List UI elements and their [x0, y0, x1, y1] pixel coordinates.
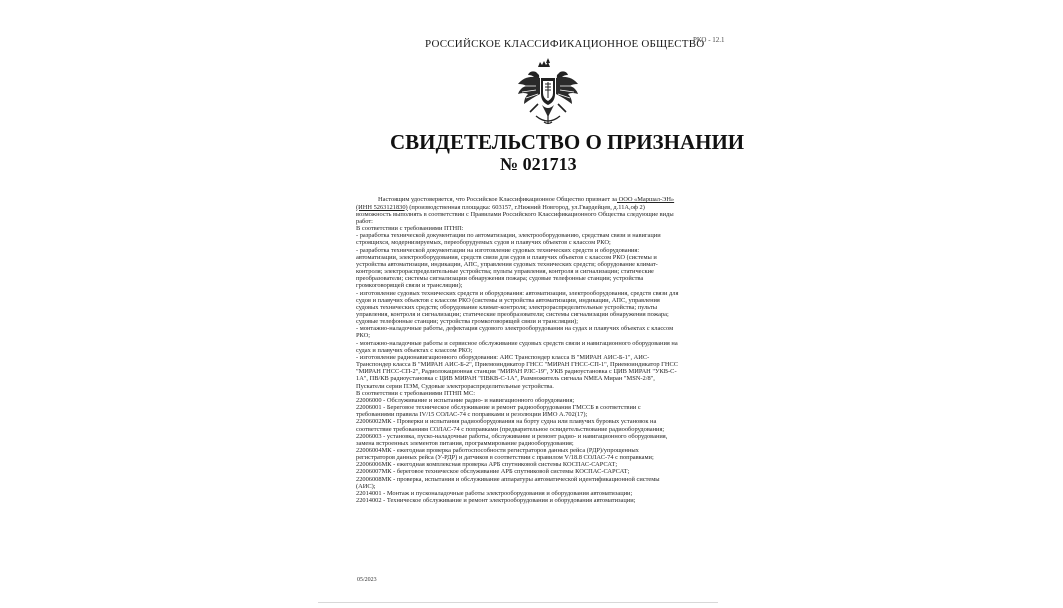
- intro-line-1: [356, 196, 726, 203]
- scope-line: Транспондер класса В "МИРАН АИС-Б-2", Приемоиндикатор ГНСС "МИРАН ГНСС-СП-1", Приемоиндикатор ГНСС: [356, 361, 679, 369]
- footer-date: 05/2023: [357, 577, 377, 583]
- company-inn: (ИНН 5263121830): [356, 203, 408, 211]
- scope-line: замена встроенных элементов питания, программирование радиооборудования;: [356, 439, 574, 447]
- scope-line: устройства автоматизации, индикации, АПС, управления судовых технических средств; оборудование климат-: [356, 260, 658, 268]
- scope-line: управления, контроля и сигнализации; статические преобразователи; системы сигнализации обнаружения пожара;: [356, 311, 669, 318]
- scope-line: - разработка технической документации на изготовление судовых технических средств и оборудования:: [356, 246, 640, 254]
- scope-line: В соответствии с требованиями ПТНП МС:: [356, 389, 476, 397]
- scope-line: 22006002МК - Проверки и испытания радиооборудования на борту судна или плавучих буровых установок на: [356, 418, 657, 426]
- intro-text-after: (производственная площадка: 603157, г.Нижний Новгород, ул.Гвардейцев, д.11А,оф 2): [409, 203, 645, 211]
- scope-of-work-list: [356, 225, 726, 504]
- organization-name: РОССИЙСКОЕ КЛАССИФИКАЦИОННОЕ ОБЩЕСТВО: [425, 38, 705, 50]
- intro-text-before: Настоящим удостоверяется, что Российское Классификационное Общество признает за: [378, 196, 618, 203]
- scope-line: 22014002 - Техническое обслуживание и ремонт электрооборудования и оборудования автоматизации;: [356, 497, 636, 505]
- scope-line: требованиями правила IV/15 СОЛАС-74 с поправками и резолюции ИМО А.702(17);: [356, 411, 588, 419]
- scope-line: РКО;: [356, 332, 371, 340]
- scope-line: - разработка технической документации по автоматизации, электрооборудованию, средствам связи и навигации: [356, 232, 661, 240]
- certificate-title: СВИДЕТЕЛЬСТВО О ПРИЗНАНИИ: [390, 130, 745, 154]
- certificate-number: № 021713: [500, 154, 577, 174]
- scope-line: судовые телефонные станции; устройства громкоговорящей связи и трансляции);: [356, 318, 579, 326]
- scope-line: 22006006МК - ежегодная комплексная проверка АРБ спутниковой системы КОСПАС-САРСАТ;: [356, 461, 618, 469]
- scope-line: 22006007МК - береговое техническое обслуживание АРБ спутниковой системы КОСПАС-САРСАТ;: [356, 468, 630, 476]
- scope-line: судах и плавучих объектах с классом РКО;: [356, 346, 473, 354]
- certificate-body: [356, 196, 726, 504]
- scope-line: 22014001 - Монтаж и пусконаладочные работы электрооборудования и оборудования автоматизации;: [356, 489, 633, 497]
- scope-line: - изготовление судовых технических средств и оборудования: автоматизации, электрооборудования, средств связи для: [356, 289, 679, 297]
- scope-line: 22006008МК - проверка, испытания и обслуживание аппаратуры автоматической идентификационной системы: [356, 475, 660, 483]
- scope-line: 22006003 - установка, пуско-наладочные работы, обслуживание и ремонт радио- и навигационного оборудования,: [356, 432, 668, 440]
- company-name: ООО «Маршал-ЭН»: [617, 196, 675, 203]
- scope-line: (АИС);: [356, 482, 376, 490]
- scope-line: соответствие требованиям СОЛАС-74 с поправками (предварительное освидетельствование радиооборудования;: [356, 425, 665, 433]
- scope-line: 1А", ПВ/КВ радиоустановка с ЦИВ МИРАН "ПВКВ-С-1А", Размножитель сигнала NMEA Миран "MSN-2/8",: [356, 375, 655, 383]
- scope-line: - монтажно-наладочные работы и сервисное обслуживание судовых средств связи и навигационного оборудования на: [356, 339, 678, 347]
- intro-line-4: работ:: [356, 217, 373, 225]
- scope-line: 22006000 - Обслуживание и испытание радио- и навигационного оборудования;: [356, 396, 575, 404]
- scope-line: регистраторов данных рейса (У-РДР) и датчиков в соответствии с правилом V/18.8 СОЛАС-74 с поправками;: [356, 454, 654, 462]
- scope-line: 22006001 - Береговое техническое обслуживание и ремонт радиооборудования ГМССБ в соответствии с: [356, 404, 641, 412]
- scope-line: 22006004МК - ежегодная проверка работоспособности регистраторов данных рейса (РДР)/упрощенных: [356, 446, 639, 454]
- double-headed-eagle-emblem-icon: [516, 58, 580, 126]
- scope-line: "МИРАН ГНСС-СП-2", Радиолокационная станция "МИРАН РЛС-19", УКВ радиоустановка с ЦИВ МИРАН "УКВ-С-: [356, 368, 677, 376]
- scope-line: громкоговорящей связи и трансляции);: [356, 282, 463, 290]
- intro-line-2: [356, 204, 726, 211]
- scope-line: - изготовление радионавигационного оборудования: АИС Транспондер класса В "МИРАН АИС-Б-1", АИС-: [356, 353, 650, 361]
- scope-line: В соответствии с требованиями ПТНП:: [356, 225, 464, 233]
- scope-line: контроля; электрораспределительные устройства; пульты управления, контроля и сигнализации; статические: [356, 268, 654, 276]
- page-edge-divider: [318, 602, 718, 603]
- scope-line: Пускатели серии ПЭМ, Судовые электрораспределительные устройства.: [356, 382, 554, 390]
- scope-line: судов и плавучих объектов с классом РКО (системы и устройства автоматизации, индикации, АПС, управления: [356, 296, 660, 304]
- scope-line: автоматизации, электрооборудования, средств связи для судов и плавучих объектов с классом РКО (системы и: [356, 253, 657, 261]
- form-code: РКО - 12.1: [693, 36, 725, 44]
- scope-line: судовых технических средств; оборудование климат-контроля; электрораспределительные устройства; пульты: [356, 303, 658, 311]
- scope-line: - монтажно-наладочные работы, дефектация судового электрооборудования на судах и плавучих объектах с классом: [356, 325, 674, 333]
- intro-line-3: возможность выполнять в соответствии с Правилами Российского Классификационного Общества следующие виды: [356, 210, 674, 218]
- scope-line: строящихся, модернизируемых, переоборудуемых судов и плавучих объектов с классом РКО;: [356, 239, 611, 247]
- scope-line: преобразователи; системы сигнализации обнаружения пожара; судовые телефонные станции; устройства: [356, 275, 644, 283]
